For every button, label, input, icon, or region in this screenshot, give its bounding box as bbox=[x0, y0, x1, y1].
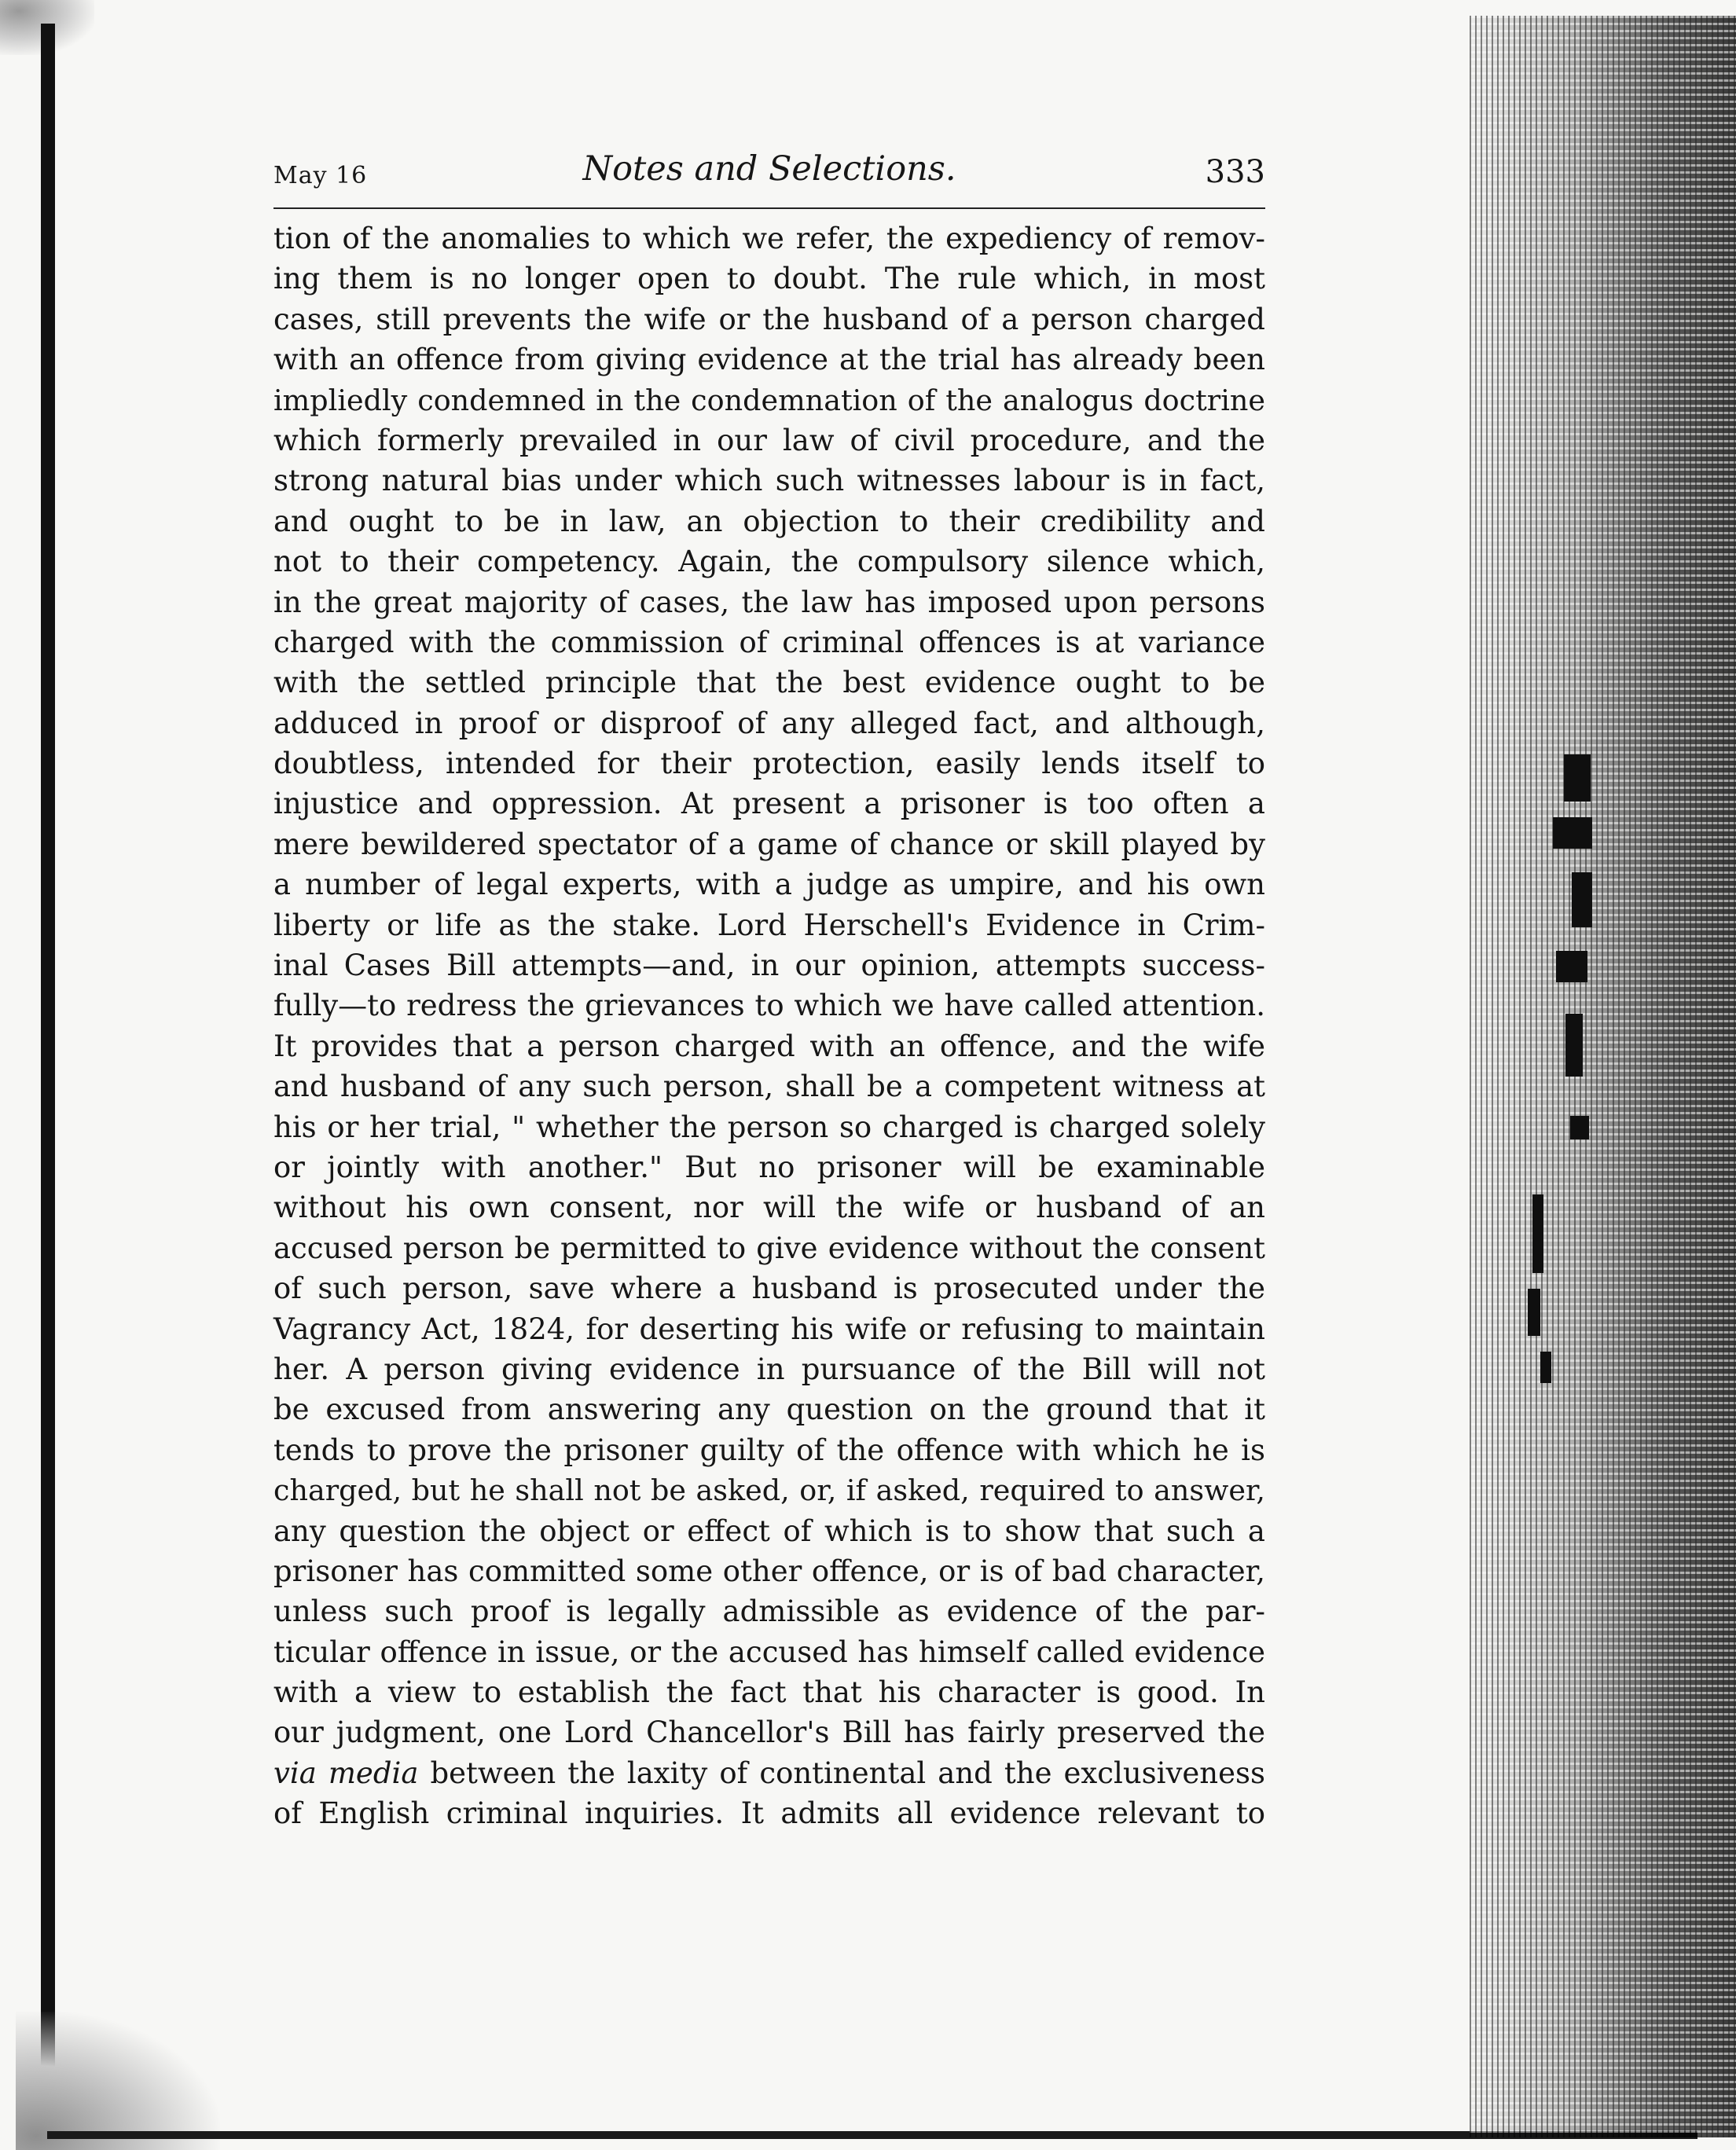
text-line: inal Cases Bill attempts—and, in our opinion, attempts success- bbox=[273, 948, 1265, 983]
text-line: adduced in proof or disproof of any alleged fact, and although, bbox=[273, 706, 1265, 740]
text-line: injustice and oppression. At present a prisoner is too often a bbox=[273, 787, 1265, 821]
text-line: her. A person giving evidence in pursuance of the Bill will not bbox=[273, 1352, 1265, 1386]
text-line: fully—to redress the grievances to which we have called attention. bbox=[273, 989, 1265, 1023]
text-line: with the settled principle that the best evidence ought to be bbox=[273, 666, 1265, 700]
running-header bbox=[273, 149, 1265, 204]
text-line: our judgment, one Lord Chancellor's Bill has fairly preserved the bbox=[273, 1715, 1265, 1750]
text-line: accused person be permitted to give evidence without the consent bbox=[273, 1231, 1265, 1265]
text-line-italic-phrase bbox=[273, 1753, 1265, 1793]
text-line: ing them is no longer open to doubt. The rule which, in most bbox=[273, 262, 1265, 296]
text-line: and ought to be in law, an objection to their credibility and bbox=[273, 504, 1265, 538]
text-line: impliedly condemned in the condemnation of the analogus doctrine bbox=[273, 383, 1265, 417]
text-line: of such person, save where a husband is prosecuted under the bbox=[273, 1271, 1265, 1306]
text-line: not to their competency. Again, the compulsory silence which, bbox=[273, 545, 1265, 579]
text-line: It provides that a person charged with an offence, and the wife bbox=[273, 1029, 1265, 1063]
text-line: unless such proof is legally admissible as evidence of the par- bbox=[273, 1594, 1265, 1629]
text-line: any question the object or effect of which is to show that such a bbox=[273, 1513, 1265, 1548]
page-number: 333 bbox=[1205, 154, 1265, 190]
text-line: of English criminal inquiries. It admits all evidence relevant to bbox=[273, 1796, 1265, 1831]
page-corner-shadow-bottom bbox=[16, 2012, 220, 2150]
text-line: be excused from answering any question on the ground that it bbox=[273, 1392, 1265, 1427]
header-date: May 16 bbox=[273, 162, 368, 189]
text-line: tion of the anomalies to which we refer, the expediency of remov- bbox=[273, 222, 1265, 255]
text-line: liberty or life as the stake. Lord Herschell's Evidence in Crim- bbox=[273, 908, 1265, 942]
text-line: cases, still prevents the wife or the husband of a person charged bbox=[273, 302, 1265, 336]
page-edge-marks bbox=[1477, 754, 1603, 1399]
page-bottom-edge bbox=[47, 2131, 1697, 2139]
text-line: with a view to establish the fact that his character is good. In bbox=[273, 1675, 1265, 1710]
text-line: ticular offence in issue, or the accused has himself called evidence bbox=[273, 1635, 1265, 1669]
text-line: without his own consent, nor will the wife or husband of an bbox=[273, 1191, 1265, 1225]
body-text bbox=[273, 218, 1265, 1834]
text-line: Vagrancy Act, 1824, for deserting his wife or refusing to maintain bbox=[273, 1312, 1265, 1346]
italic-phrase: via media bbox=[273, 1756, 419, 1790]
text-line: his or her trial, " whether the person so charged is charged solely bbox=[273, 1110, 1265, 1144]
text-line: a number of legal experts, with a judge as umpire, and his own bbox=[273, 868, 1265, 902]
text-line: prisoner has committed some other offence, or is of bad character, bbox=[273, 1554, 1265, 1588]
line-remainder: between the laxity of continental and the exclusiveness bbox=[418, 1756, 1266, 1790]
text-line: mere bewildered spectator of a game of chance or skill played by bbox=[273, 827, 1265, 861]
text-line: which formerly prevailed in our law of civil procedure, and the bbox=[273, 423, 1265, 457]
text-line: tends to prove the prisoner guilty of the offence with which he is bbox=[273, 1433, 1265, 1467]
text-line: charged with the commission of criminal offences is at variance bbox=[273, 625, 1265, 659]
text-line: doubtless, intended for their protection, easily lends itself to bbox=[273, 747, 1265, 781]
header-rule bbox=[273, 207, 1265, 209]
text-line: strong natural bias under which such witnesses labour is in fact, bbox=[273, 464, 1265, 498]
text-line: and husband of any such person, shall be a competent witness at bbox=[273, 1069, 1265, 1104]
text-line: in the great majority of cases, the law has imposed upon persons bbox=[273, 585, 1265, 619]
text-line: with an offence from giving evidence at the trial has already been bbox=[273, 343, 1265, 377]
text-line: charged, but he shall not be asked, or, if asked, required to answer, bbox=[273, 1473, 1265, 1508]
binding-edge bbox=[41, 24, 55, 2145]
text-line: or jointly with another." But no prisoner will be examinable bbox=[273, 1150, 1265, 1184]
header-title: Notes and Selections. bbox=[582, 149, 956, 189]
